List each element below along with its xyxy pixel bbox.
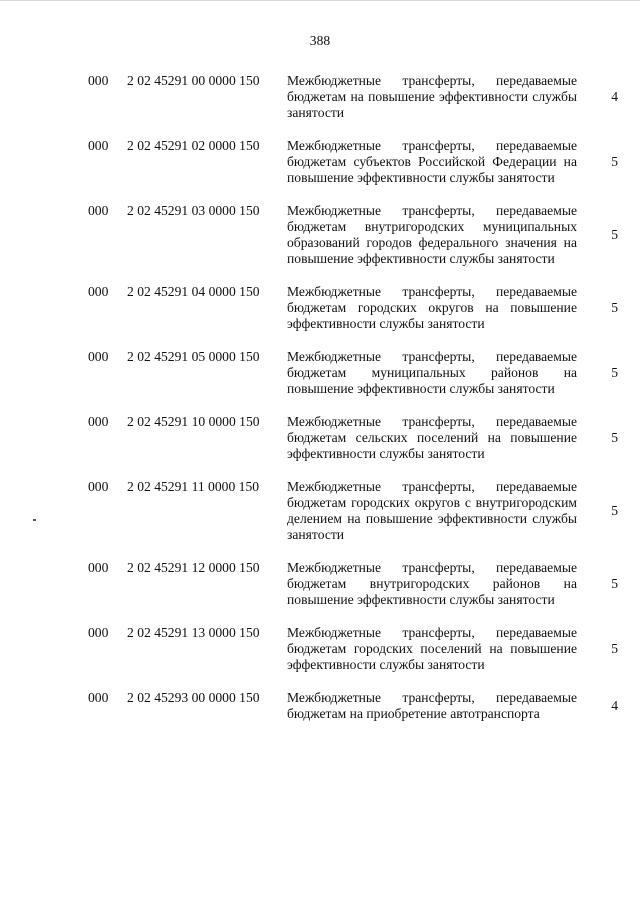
table-row: [88, 560, 618, 608]
level-number: 5: [611, 430, 618, 445]
income-name: Межбюджетные трансферты, передаваемые бюджетам внутригородских муниципальных образований городов федерального значения на повышение эффективности службы занятости: [287, 203, 577, 266]
classification-code: 2 02 45291 12 0000 150: [127, 560, 260, 575]
table-row: [88, 414, 618, 462]
income-name: Межбюджетные трансферты, передаваемые бюджетам муниципальных районов на повышение эффективности службы занятости: [287, 349, 577, 396]
classification-code: 2 02 45291 02 0000 150: [127, 138, 260, 153]
level-number: 4: [611, 698, 618, 713]
classification-code: 2 02 45291 11 0000 150: [127, 479, 260, 494]
classification-code: 2 02 45291 03 0000 150: [127, 203, 260, 218]
scan-speck: [33, 519, 36, 521]
level-number: 5: [611, 227, 618, 242]
table-row: [88, 479, 618, 543]
classification-code: 2 02 45291 00 0000 150: [127, 73, 260, 88]
table-row: [88, 625, 618, 673]
table-row: [88, 203, 618, 267]
level-number: 5: [611, 300, 618, 315]
income-name: Межбюджетные трансферты, передаваемые бюджетам на приобретение автотранспорта: [287, 690, 577, 721]
page-number: 388: [309, 33, 331, 48]
income-name: Межбюджетные трансферты, передаваемые бюджетам городских поселений на повышение эффективности службы занятости: [287, 625, 577, 672]
table-row: [88, 349, 618, 397]
admin-code: 000: [88, 625, 109, 640]
income-name: Межбюджетные трансферты, передаваемые бюджетам городских округов с внутригородским делением на повышение эффективности службы занятости: [287, 479, 577, 542]
admin-code: 000: [88, 690, 109, 705]
admin-code: 000: [88, 203, 109, 218]
admin-code: 000: [88, 479, 109, 494]
income-name: Межбюджетные трансферты, передаваемые бюджетам городских округов на повышение эффективности службы занятости: [287, 284, 577, 331]
table-row: [88, 284, 618, 332]
income-name: Межбюджетные трансферты, передаваемые бюджетам субъектов Российской Федерации на повышение эффективности службы занятости: [287, 138, 577, 185]
classification-code: 2 02 45291 05 0000 150: [127, 349, 260, 364]
level-number: 5: [611, 503, 618, 518]
admin-code: 000: [88, 414, 109, 429]
level-number: 5: [611, 365, 618, 380]
income-name: Межбюджетные трансферты, передаваемые бюджетам сельских поселений на повышение эффективности службы занятости: [287, 414, 577, 461]
income-name: Межбюджетные трансферты, передаваемые бюджетам внутригородских районов на повышение эффективности службы занятости: [287, 560, 577, 607]
table-row: [88, 73, 618, 121]
admin-code: 000: [88, 349, 109, 364]
classification-code: 2 02 45291 13 0000 150: [127, 625, 260, 640]
level-number: 4: [611, 89, 618, 104]
classification-code: 2 02 45291 04 0000 150: [127, 284, 260, 299]
income-name: Межбюджетные трансферты, передаваемые бюджетам на повышение эффективности службы занятости: [287, 73, 577, 120]
level-number: 5: [611, 641, 618, 656]
classification-code: 2 02 45293 00 0000 150: [127, 690, 260, 705]
level-number: 5: [611, 154, 618, 169]
level-number: 5: [611, 576, 618, 591]
table-row: [88, 138, 618, 186]
admin-code: 000: [88, 138, 109, 153]
admin-code: 000: [88, 284, 109, 299]
admin-code: 000: [88, 73, 109, 88]
admin-code: 000: [88, 560, 109, 575]
scan-top-edge: [0, 0, 640, 1]
table-row: [88, 690, 618, 722]
budget-classification-table: [88, 73, 618, 739]
classification-code: 2 02 45291 10 0000 150: [127, 414, 260, 429]
